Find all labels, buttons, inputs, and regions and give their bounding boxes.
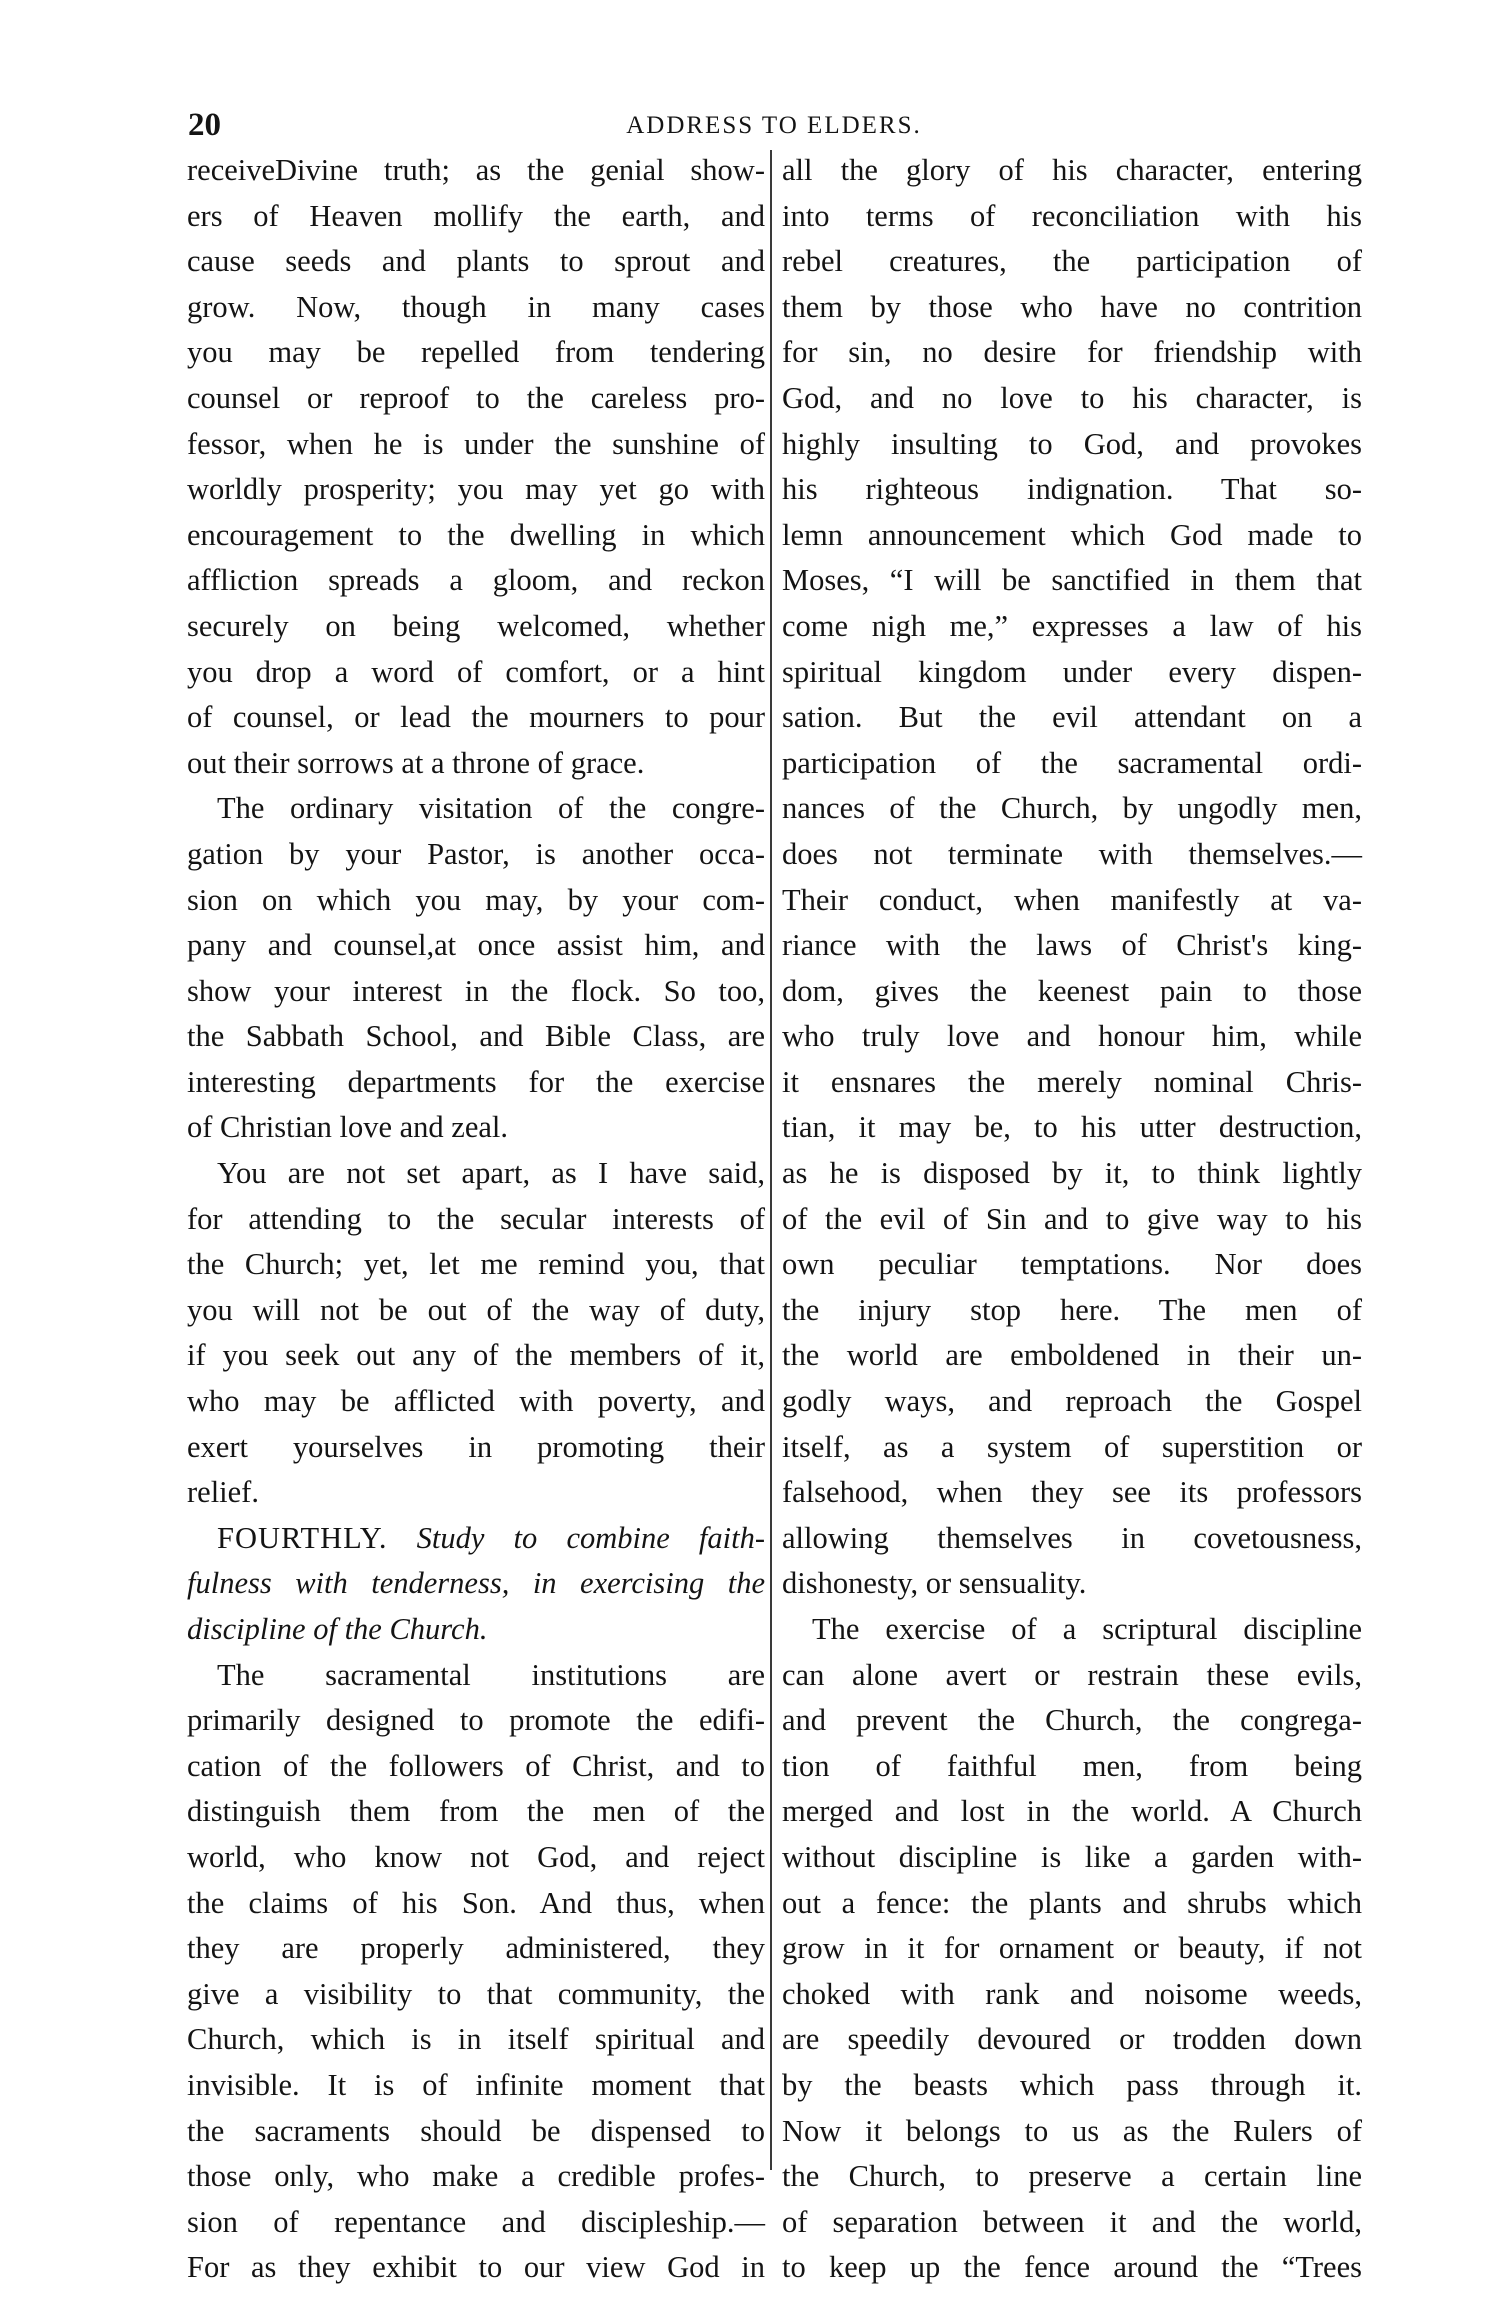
text-line: come nigh me,” expresses a law of his (782, 608, 1362, 643)
text-line: riance with the laws of Christ's king- (782, 928, 1362, 963)
text-line: of separation between it and the world, (782, 2204, 1362, 2239)
text-line: God, and no love to his character, is (782, 380, 1362, 415)
text-line: pany and counsel,at once assist him, and (187, 928, 765, 963)
text-line: rebel creatures, the participation of (782, 244, 1362, 279)
text-line: without discipline is like a garden with- (782, 1839, 1362, 1874)
text-line: the injury stop here. The men of (782, 1292, 1362, 1327)
text-line: the Church; yet, let me remind you, that (187, 1247, 765, 1282)
text-line: out a fence: the plants and shrubs which (782, 1885, 1362, 1920)
right-column (782, 148, 1362, 2291)
text-line: itself, as a system of superstition or (782, 1429, 1362, 1464)
text-line: Moses, “I will be sanctified in them that (782, 563, 1362, 598)
text-line: The sacramental institutions are (217, 1657, 765, 1692)
text-line: Their conduct, when manifestly at va- (782, 882, 1362, 917)
text-line: exert yourselves in promoting their (187, 1429, 765, 1464)
text-line: gation by your Pastor, is another occa- (187, 836, 765, 871)
text-line: of the evil of Sin and to give way to his (782, 1201, 1362, 1236)
text-line: For as they exhibit to our view God in (187, 2250, 765, 2285)
text-line: as he is disposed by it, to think lightly (782, 1156, 1362, 1191)
text-line: Now it belongs to us as the Rulers of (782, 2113, 1362, 2148)
text-line: merged and lost in the world. A Church (782, 1794, 1362, 1829)
text-line: out their sorrows at a throne of grace. (187, 745, 645, 780)
text-line: them by those who have no contrition (782, 289, 1362, 324)
text-line: who truly love and honour him, while (782, 1019, 1362, 1054)
text-line: all the glory of his character, entering (782, 153, 1362, 187)
text-line: can alone avert or restrain these evils, (782, 1657, 1362, 1692)
running-head: ADDRESS TO ELDERS. (626, 112, 922, 139)
text-line: does not terminate with themselves.— (782, 836, 1362, 871)
text-line: tian, it may be, to his utter destruction, (782, 1110, 1362, 1145)
text-line: world, who know not God, and reject (187, 1839, 765, 1874)
section-title: Study to combine faith- (416, 1520, 765, 1555)
text-line: the Church, to preserve a certain line (782, 2159, 1362, 2194)
text-line: securely on being welcomed, whether (187, 608, 765, 643)
text-line: for sin, no desire for friendship with (782, 335, 1362, 370)
text-line: the sacraments should be dispensed to (187, 2113, 765, 2148)
text-line: for attending to the secular interests of (187, 1201, 765, 1236)
text-line: of Christian love and zeal. (187, 1110, 508, 1145)
text-line: interesting departments for the exercise (187, 1064, 765, 1099)
section-title-line: discipline of the Church. (187, 1612, 488, 1646)
text-line: you may be repelled from tendering (187, 335, 765, 370)
text-line: of counsel, or lead the mourners to pour (187, 700, 765, 735)
text-line: godly ways, and reproach the Gospel (782, 1384, 1362, 1419)
text-line: who may be afflicted with poverty, and (187, 1384, 765, 1419)
text-line: his righteous indignation. That so- (782, 472, 1362, 507)
text-line: grow. Now, though in many cases (187, 289, 765, 324)
text-line: choked with rank and noisome weeds, (782, 1976, 1362, 2011)
section-title-line: fulness with tenderness, in exercising the (187, 1566, 765, 1601)
text-line: primarily designed to promote the edifi- (187, 1703, 765, 1738)
text-line: receiveDivine truth; as the genial show- (187, 153, 765, 187)
text-line: encouragement to the dwelling in which (187, 517, 765, 552)
text-line: sion of repentance and discipleship.— (187, 2204, 765, 2239)
text-line: grow in it for ornament or beauty, if not (782, 1931, 1362, 1966)
text-line: sation. But the evil attendant on a (782, 700, 1362, 735)
page-number: 20 (188, 107, 221, 143)
text-line: highly insulting to God, and provokes (782, 426, 1362, 461)
text-line: by the beasts which pass through it. (782, 2067, 1362, 2102)
text-line: the claims of his Son. And thus, when (187, 1885, 765, 1920)
text-line: own peculiar temptations. Nor does (782, 1247, 1362, 1282)
text-line: into terms of reconciliation with his (782, 198, 1362, 233)
text-line: dom, gives the keenest pain to those (782, 973, 1362, 1008)
text-line: allowing themselves in covetousness, (782, 1520, 1362, 1555)
text-line: sion on which you may, by your com- (187, 882, 765, 917)
text-line: ers of Heaven mollify the earth, and (187, 198, 765, 233)
text-line: distinguish them from the men of the (187, 1794, 765, 1829)
left-column (187, 148, 765, 2291)
section-label: FOURTHLY. (217, 1520, 388, 1555)
text-line: worldly prosperity; you may yet go with (187, 472, 765, 507)
text-line: invisible. It is of infinite moment that (187, 2067, 765, 2102)
text-line: those only, who make a credible profes- (187, 2159, 765, 2194)
text-line: affliction spreads a gloom, and reckon (187, 563, 765, 598)
page-header (188, 105, 1360, 145)
text-line: The ordinary visitation of the congre- (217, 791, 765, 826)
text-line: relief. (187, 1475, 259, 1510)
text-line: tion of faithful men, from being (782, 1748, 1362, 1783)
text-line: you drop a word of comfort, or a hint (187, 654, 765, 689)
text-line: lemn announcement which God made to (782, 517, 1362, 552)
text-line: fessor, when he is under the sunshine of (187, 426, 765, 461)
text-line: if you seek out any of the members of it, (187, 1338, 765, 1373)
text-line: cation of the followers of Christ, and to (187, 1748, 765, 1783)
text-line: to keep up the fence around the “Trees (782, 2250, 1362, 2285)
text-line: it ensnares the merely nominal Chris- (782, 1064, 1362, 1099)
text-line: The exercise of a scriptural discipline (812, 1612, 1362, 1646)
text-line: the Sabbath School, and Bible Class, are (187, 1019, 765, 1054)
text-line: participation of the sacramental ordi- (782, 745, 1362, 780)
text-line: you will not be out of the way of duty, (187, 1292, 765, 1327)
text-line: counsel or reproof to the careless pro- (187, 380, 765, 415)
text-line: the world are emboldened in their un- (782, 1338, 1362, 1373)
column-divider (770, 150, 772, 2170)
text-line: are speedily devoured or trodden down (782, 2022, 1362, 2057)
text-line: cause seeds and plants to sprout and (187, 244, 765, 279)
text-line: Church, which is in itself spiritual and (187, 2022, 765, 2057)
text-line: show your interest in the flock. So too, (187, 973, 765, 1008)
text-line: dishonesty, or sensuality. (782, 1566, 1087, 1601)
text-line: and prevent the Church, the congrega- (782, 1703, 1362, 1738)
text-line: You are not set apart, as I have said, (217, 1156, 765, 1191)
section-heading (187, 1516, 765, 1562)
text-line: give a visibility to that community, the (187, 1976, 765, 2011)
text-line: falsehood, when they see its professors (782, 1475, 1362, 1510)
text-line: spiritual kingdom under every dispen- (782, 654, 1362, 689)
text-line: nances of the Church, by ungodly men, (782, 791, 1362, 826)
text-line: they are properly administered, they (187, 1931, 765, 1966)
